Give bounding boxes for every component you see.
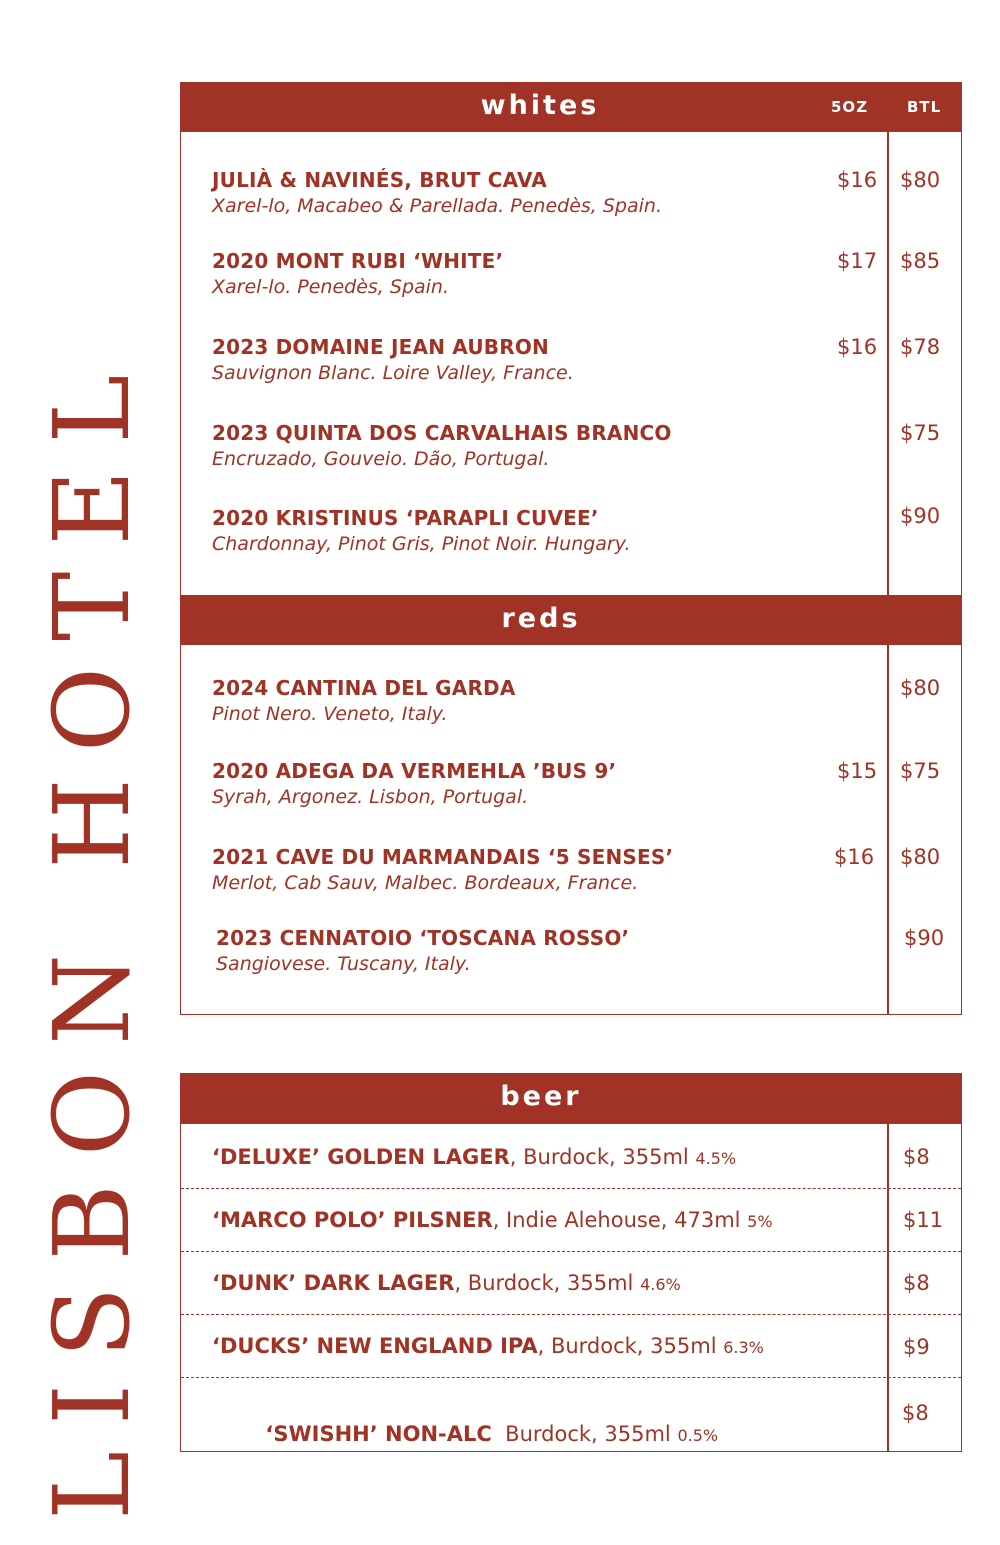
wine-desc: Chardonnay, Pinot Gris, Pinot Noir. Hungary. <box>212 533 631 555</box>
bottle-price: $75 <box>900 421 941 445</box>
beer-name: ‘SWISHH’ NON-ALC <box>265 1422 492 1446</box>
reds-divider <box>887 645 889 1014</box>
bottle-price: $80 <box>900 845 941 869</box>
bottle-price: $80 <box>900 168 941 192</box>
wine-name: JULIÀ & NAVINÉS, BRUT CAVA <box>212 168 547 192</box>
wine-name: 2020 KRISTINUS ‘PARAPLI CUVEE’ <box>212 506 599 530</box>
whites-divider <box>887 132 889 596</box>
wine-name: 2023 CENNATOIO ‘TOSCANA ROSSO’ <box>216 926 630 950</box>
wine-name: 2024 CANTINA DEL GARDA <box>212 676 516 700</box>
beer-row <box>181 1189 961 1252</box>
wine-name: 2021 CAVE DU MARMANDAIS ‘5 SENSES’ <box>212 845 674 869</box>
beer-name: ‘MARCO POLO’ PILSNER <box>212 1208 493 1232</box>
beer-text <box>212 1145 736 1169</box>
reds-header <box>180 595 962 645</box>
beer-text <box>212 1271 681 1295</box>
wine-item <box>212 676 516 725</box>
wine-item <box>212 506 631 555</box>
whites-section <box>180 82 962 596</box>
wine-item <box>212 168 662 217</box>
wine-name: 2023 DOMAINE JEAN AUBRON <box>212 335 549 359</box>
wine-item <box>212 759 616 808</box>
beer-row <box>181 1252 961 1315</box>
beer-name: ‘DUCKS’ NEW ENGLAND IPA <box>212 1334 538 1358</box>
beer-abv: 5% <box>747 1212 773 1231</box>
glass-price: $15 <box>837 759 878 783</box>
glass-price: $16 <box>837 335 878 359</box>
beer-text <box>212 1208 773 1232</box>
hotel-title: LISBON HOTEL <box>31 348 153 1520</box>
beer-price: $8 <box>903 1145 930 1169</box>
bottle-price: $80 <box>900 676 941 700</box>
whites-header <box>180 82 962 132</box>
wine-item <box>212 249 503 298</box>
bottle-price: $78 <box>900 335 941 359</box>
wine-desc: Merlot, Cab Sauv, Malbec. Bordeaux, France. <box>212 872 639 894</box>
whites-heading: whites <box>480 90 600 121</box>
wine-name: 2023 QUINTA DOS CARVALHAIS BRANCO <box>212 421 672 445</box>
beer-abv: 4.6% <box>640 1275 681 1294</box>
beer-abv: 0.5% <box>677 1426 719 1445</box>
bottle-price: $90 <box>900 504 941 528</box>
glass-price: $16 <box>834 845 875 869</box>
beer-detail: Burdock, 355ml <box>491 1422 678 1446</box>
beer-price: $11 <box>903 1208 944 1232</box>
beer-abv: 4.5% <box>695 1149 737 1168</box>
vertical-title <box>0 0 160 1545</box>
title-svg <box>0 0 160 1545</box>
glass-column-header: 5OZ <box>831 98 869 116</box>
beer-abv: 6.3% <box>723 1338 764 1357</box>
wine-item <box>212 845 673 894</box>
wine-item <box>212 335 574 384</box>
beer-text <box>212 1334 764 1358</box>
glass-price: $16 <box>837 168 878 192</box>
wine-desc: Sauvignon Blanc. Loire Valley, France. <box>212 362 574 384</box>
beer-detail: , Burdock, 355ml <box>537 1334 724 1358</box>
beer-price: $8 <box>903 1271 930 1295</box>
bottle-price: $90 <box>904 926 945 950</box>
glass-price: $17 <box>837 249 878 273</box>
wine-desc: Pinot Nero. Veneto, Italy. <box>212 703 448 725</box>
reds-section <box>180 595 962 1015</box>
beer-box <box>180 1124 962 1452</box>
wine-desc: Sangiovese. Tuscany, Italy. <box>216 953 471 975</box>
beer-row <box>181 1379 961 1446</box>
beer-row <box>181 1126 961 1189</box>
wine-desc: Xarel-lo, Macabeo & Parellada. Penedès, Spain. <box>212 195 662 217</box>
beer-detail: , Burdock, 355ml <box>509 1145 696 1169</box>
beer-detail: , Indie Alehouse, 473ml <box>492 1208 748 1232</box>
bottle-price: $85 <box>900 249 941 273</box>
beer-section <box>180 1073 962 1453</box>
bottle-column-header: BTL <box>907 98 942 116</box>
beer-text <box>212 1398 718 1470</box>
beer-detail: , Burdock, 355ml <box>454 1271 641 1295</box>
reds-box <box>180 645 962 1015</box>
wine-desc: Encruzado, Gouveio. Dão, Portugal. <box>212 448 550 470</box>
beer-price: $8 <box>902 1401 929 1425</box>
beer-row <box>181 1315 961 1378</box>
beer-price: $9 <box>903 1335 930 1359</box>
whites-box <box>180 132 962 597</box>
bottle-price: $75 <box>900 759 941 783</box>
wine-name: 2020 ADEGA DA VERMEHLA ’BUS 9’ <box>212 759 617 783</box>
beer-header <box>180 1073 962 1124</box>
wine-item <box>212 421 672 470</box>
wine-item <box>216 926 629 975</box>
reds-heading: reds <box>501 603 581 634</box>
wine-name: 2020 MONT RUBI ‘WHITE’ <box>212 249 504 273</box>
beer-heading: beer <box>500 1081 582 1112</box>
beer-name: ‘DELUXE’ GOLDEN LAGER <box>212 1145 510 1169</box>
wine-desc: Xarel-lo. Penedès, Spain. <box>212 276 450 298</box>
wine-desc: Syrah, Argonez. Lisbon, Portugal. <box>212 786 529 808</box>
beer-name: ‘DUNK’ DARK LAGER <box>212 1271 455 1295</box>
